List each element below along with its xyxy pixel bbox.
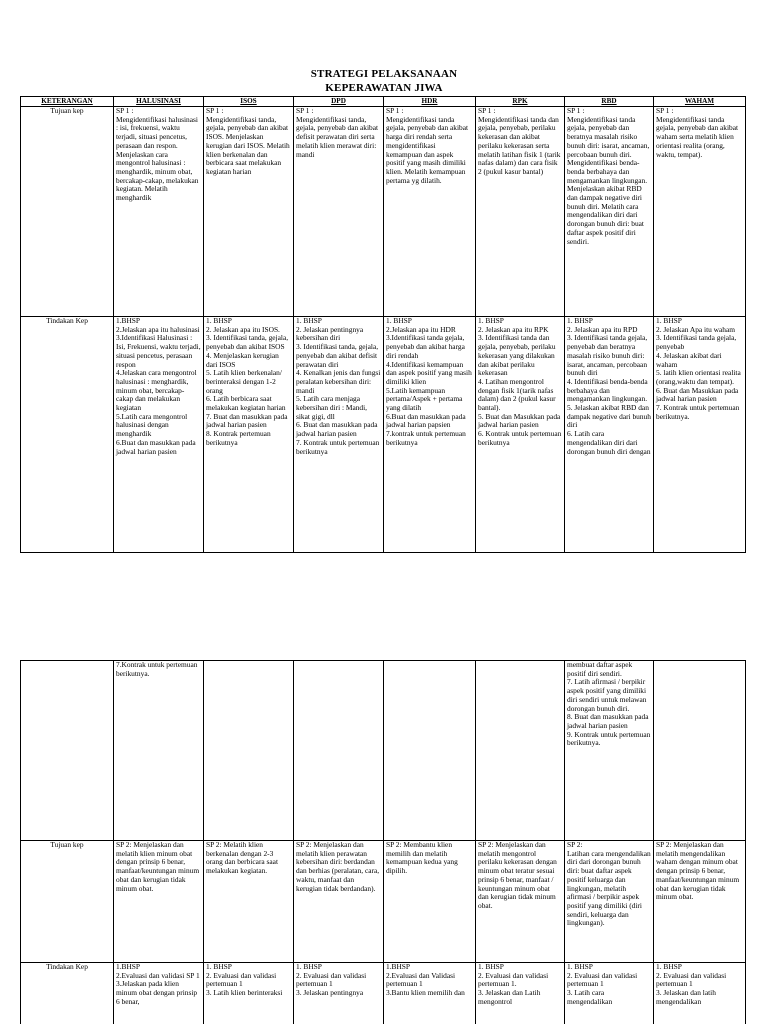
column-header: RBD <box>565 97 654 107</box>
column-header: ISOS <box>204 97 294 107</box>
document-subtitle: KEPERAWATAN JIWA <box>325 82 443 94</box>
table-cell <box>476 963 565 1024</box>
cell-text: SP 2: Menjelaskan dan melatih mengendalikan waham dengan minum obat dengan prinsip 6 benar, manfaat/keuntungan minum obat dan kerugian tidak minum obat. <box>656 840 740 902</box>
table-cell <box>294 317 384 553</box>
cell-text: SP 1 : Mengidentifikasi tanda, gejala, penyebab dan akibat defisit perawatan diri serta melatih klien merawat diri: mandi <box>296 106 379 159</box>
table-cell <box>294 661 384 841</box>
table-row-tindakan <box>21 963 746 1024</box>
cell-text: SP 2: Menjelaskan dan melatih klien perawatan kebersihan diri: berdandan dan berhias (peralatan, cara, waktu, manfaat dan kerugian tidak berdandan). <box>296 840 380 893</box>
cell-text: 1. BHSP 2. Evaluasi dan validasi pertemuan 1 3. Latih cara mengendalikan <box>567 962 638 1006</box>
row-label: Tujuan kep <box>21 841 114 963</box>
table-cell <box>204 107 294 317</box>
cell-text: SP 2: Latihan cara mengendalikan diri dari dorongan bunuh diri: buat daftar aspek positif keluarga dan lingkungan, melatih afirmasi / berpikir aspek positif yang dimiliki (diri sendiri, keluarga dan lingkungan). <box>567 840 651 928</box>
table-cell <box>114 841 204 963</box>
document-title: STRATEGI PELAKSANAAN <box>310 68 458 80</box>
cell-text: membuat daftar aspek positif diri sendiri. 7. Latih afirmasi / berpikir aspek positif yang dimiliki diri sendiri untuk melawan dorongan bunuh diri. 8. Buat dan masukkan pada jadwal harian pasien 9. Kontrak untuk pertemuan berikutnya. <box>567 660 651 748</box>
table-cell <box>384 317 476 553</box>
table-row-continuation <box>21 661 746 841</box>
table-cell <box>204 841 294 963</box>
cell-text: 1. BHSP 2. Evaluasi dan validasi pertemuan 1 3. Latih klien berinteraksi <box>206 962 283 998</box>
table-cell <box>565 317 654 553</box>
table-cell <box>565 661 654 841</box>
column-header: DPD <box>294 97 384 107</box>
cell-text: SP 2: Menjelaskan dan melatih klien minum obat dengan prinsip 6 benar, manfaat/keuntungan minum obat dan kerugian tidak minum obat. <box>116 840 200 893</box>
table-cell <box>476 317 565 553</box>
column-header: HALUSINASI <box>114 97 204 107</box>
cell-text: SP 1 : Mengidentifikasi halusinasi : isi, frekuensi, waktu terjadi, situasi pencetus, perasaan dan respon. Menjelaskan cara mengontrol halusinasi : menghardik, minum obat, bercakap-cakap, melakukan kegiatan. Melatih menghardik <box>116 106 199 203</box>
table-cell <box>565 963 654 1024</box>
cell-text: 1. BHSP 2. Jelaskan Apa itu waham 3. Identifikasi tanda gejala, penyebab 4. Jelaskan akibat dari waham 5. latih klien orientasi realita (orang,waktu dan tempat). 6. Buat dan Masukkan pada jadwal harian pasien 7. Kontrak untuk pertemuan berikutnya. <box>656 316 741 421</box>
cell-text: 1. BHSP 2. Evaluasi dan validasi pertemuan 1 3. Jelaskan dan latih mengendalikan <box>656 962 727 1006</box>
cell-text: 1. BHSP 2. Evaluasi dan validasi pertemuan 1. 3. Jelaskan dan Latih mengontrol <box>478 962 549 1006</box>
table-cell <box>294 963 384 1024</box>
table-row-tujuan <box>21 841 746 963</box>
cell-text: SP 2: Melatih klien berkenalan dengan 2-3 orang dan berbicara saat melakukan kegiatan. <box>206 840 279 876</box>
table-cell <box>384 841 476 963</box>
table-cell <box>204 317 294 553</box>
table-cell <box>654 841 746 963</box>
strategy-table-page2 <box>20 660 746 1024</box>
table-cell <box>294 107 384 317</box>
table-cell <box>204 661 294 841</box>
strategy-table-page1 <box>20 96 746 553</box>
table-cell <box>654 661 746 841</box>
cell-text: SP 1 : Mengidentifikasi tanda gejala, penyebab dan beratnya masalah risiko bunuh diri: isarat, ancaman, percobaan bunuh diri. Mengidentifikasi benda-benda berbahaya dan mengamankan lingkungan. Menjelaskan akibat RBD dan dampak negative diri bunuh diri. Melatih cara mengendalikan diri dari dorongan bunuh diri: buat daftar aspek positif diri sendiri. <box>567 106 650 246</box>
cell-text: SP 1 : Mengidentifikasi tanda gejala, penyebab dan akibat waham serta melatih klien orientasi realita (orang, waktu, tempat). <box>656 106 739 159</box>
cell-text: SP 1 : Mengidentifikasi tanda dan gejala, penyebab, perilaku kekerasan dan akibat perilaku kekerasan serta melatih latihan fisik 1 (tarik nafas dalam) dan cara fisik 2 (pukul kasur bantal) <box>478 106 561 176</box>
cell-text: SP 1 : Mengidentifikasi tanda, gejala, penyebab dan akibat ISOS. Menjelaskan kerugian dari ISOS. Melatih klien berkenalan dan berbicara saat melakukan kegiatan harian <box>206 106 290 176</box>
cell-text: 1. BHSP 2. Jelaskan apa itu ISOS. 3. Identifikasi tanda, gejala, penyebab dan akibat ISOS 4. Menjelaskan kerugian dari ISOS 5. Latih klien berkenalan/ berinteraksi dengan 1-2 orang 6. Latih berbicara saat melakukan kegiatan harian 7. Buat dan masukkan pada jadwal harian pasien 8. Kontrak pertemuan berikutnya <box>206 316 289 447</box>
cell-text: 1.BHSP 2.Evaluasi dan validasi SP 1 3.Jelaskan pada klien minum obat dengan prinsip 6 benar, <box>116 962 200 1006</box>
cell-text: 1. BHSP 2. Jelaskan apa itu RPK 3. Identifikasi tanda dan gejala, penyebab, perilaku kekerasan yang dilakukan dan akibat perilaku kekerasan 4. Latihan mengontrol dengan fisik 1(tarik nafas dalam) dan 2 (pukul kasur bantal). 5. Buat dan Masukkan pada jadwal harian pasien 6. Kontrak untuk pertemuan berikutnya <box>478 316 562 447</box>
row-label: Tujuan kep <box>21 107 114 317</box>
table-header-row <box>21 97 746 107</box>
page-break-gap <box>0 554 768 660</box>
table-cell <box>384 661 476 841</box>
table-cell <box>654 317 746 553</box>
table-cell <box>565 841 654 963</box>
table-cell <box>565 107 654 317</box>
cell-text: 1.BHSP 2.Evaluasi dan Validasi pertemuan 1 3.Bantu klien memilih dan <box>386 962 465 998</box>
table-cell <box>384 107 476 317</box>
table-cell <box>654 963 746 1024</box>
table-cell <box>204 963 294 1024</box>
table-cell <box>384 963 476 1024</box>
table-cell <box>476 841 565 963</box>
cell-text: SP 2: Membantu klien memilih dan melatih kemampuan kedua yang dipilih. <box>386 840 458 876</box>
row-label: Tindakan Kep <box>21 963 114 1024</box>
table-cell <box>114 661 204 841</box>
table-cell <box>476 107 565 317</box>
cell-text: 1. BHSP 2. Evaluasi dan validasi pertemuan 1 3. Jelaskan pentingnya <box>296 962 367 998</box>
cell-text: 1. BHSP 2. Jelaskan apa itu RPD 3. Identifikasi tanda gejala, penyebab dan beratnya masalah risiko bunuh diri: isarat, ancaman, percobaan bunuh diri 4. Identifikasi benda-benda berbahaya dan mengamankan lingkungan. 5. Jelaskan akibat RBD dan dampak negative dari bunuh diri 6. Latih cara mengendalikan diri dari dorongan bunuh diri dengan <box>567 316 651 456</box>
row-label: Tindakan Kep <box>21 317 114 553</box>
table-cell <box>476 661 565 841</box>
table-cell <box>294 841 384 963</box>
row-label <box>21 661 114 841</box>
cell-text: 7.Kontrak untuk pertemuan berikutnya. <box>116 660 198 678</box>
cell-text: 1.BHSP 2.Jelaskan apa itu halusinasi 3.Identifikasi Halusinasi : Isi, Frekuensi, waktu terjadi, situasi pencetus, perasaan respon 4.Jelaskan cara mengontrol halusinasi : menghardik, minum obat, bercakap-cakap dan melakukan kegiatan 5.Latih cara mengontrol halusinasi dengan menghardik 6.Buat dan masukkan pada jadwal harian pasien <box>116 316 201 456</box>
column-header: HDR <box>384 97 476 107</box>
cell-text: 1. BHSP 2. Jelaskan pentingnya kebersihan diri 3. Identifikasi tanda, gejala, penyebab dan akibat defisit perawatan diri 4. Kenalkan jenis dan fungsi peralatan kebersihan diri: mandi 5. Latih cara menjaga kebersihan diri : Mandi, sikat gigi, dll 6. Buat dan masukkan pada jadwal harian pasien 7. Kontrak untuk pertemuan berikutnya <box>296 316 381 456</box>
column-header: RPK <box>476 97 565 107</box>
column-header: WAHAM <box>654 97 746 107</box>
table-cell <box>114 963 204 1024</box>
table-cell <box>654 107 746 317</box>
column-header: KETERANGAN <box>21 97 114 107</box>
table-row-tujuan <box>21 107 746 317</box>
table-row-tindakan <box>21 317 746 553</box>
cell-text: 1. BHSP 2.Jelaskan apa itu HDR 3.Identifikasi tanda gejala, penyebab dan akibat harga diri rendah 4.Identifikasi kemampuan dan aspek positif yang masih dimiliki klien 5.Latih kemampuan pertama/Aspek + pertama yang dilatih 6.Buat dan masukkan pada jadwal harian papsien 7.kontrak untuk pertemuan berikutnya <box>386 316 472 447</box>
cell-text: SP 2: Menjelaskan dan melatih mengontrol perilaku kekerasan dengan minum obat teratur sesuai prinsip 6 benar, manfaat / keuntungan minum obat dan kerugian tidak minum obat. <box>478 840 557 910</box>
table-cell <box>114 107 204 317</box>
table-cell <box>114 317 204 553</box>
cell-text: SP 1 : Mengidentifikasi tanda gejala, penyebab dan akibat harga diri rendah serta mengidentifikasi kemampuan dan aspek positif yang masih dimiliki klien. Melatih kemampuan pertama yg dilatih. <box>386 106 469 185</box>
